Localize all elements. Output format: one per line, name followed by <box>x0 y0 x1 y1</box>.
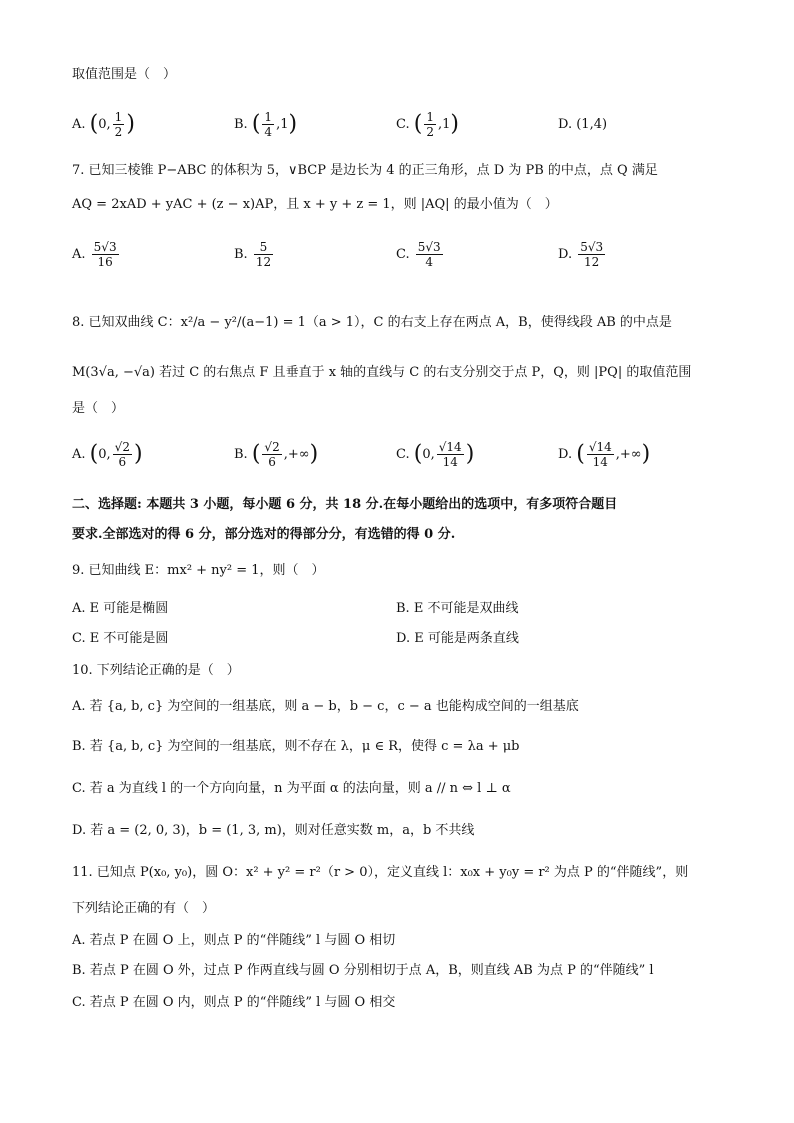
option-label: C. <box>396 247 410 262</box>
q8-option-d: D. ( $\frac{√14}{14}$ ,+∞) <box>558 440 651 469</box>
numerator: √2 <box>264 440 280 454</box>
interval-left: 0, <box>98 447 111 462</box>
q11-stem-line2: 下列结论正确的有（ ） <box>72 901 216 916</box>
q11-option-c: C. 若点 P 在圆 O 内，则点 P 的“伴随线” l 与圆 O 相交 <box>72 995 396 1010</box>
option-label: C. <box>396 447 410 462</box>
fraction <box>587 440 614 469</box>
denominator: 6 <box>118 455 127 469</box>
numerator: 5√3 <box>93 240 117 254</box>
q6-option-b: B. ( $\frac{1}{4}$ ,1) <box>234 110 298 139</box>
fraction <box>262 440 281 469</box>
numerator: 1 <box>264 110 273 124</box>
fraction <box>113 110 125 139</box>
q7-stem-line2: AQ = 2xAD + yAC + (z − x)AP，且 x + y + z = 1，则 |AQ| 的最小值为（ ） <box>72 197 558 212</box>
option-label: A. <box>72 247 86 262</box>
numerator: 5√3 <box>417 240 441 254</box>
numerator: 5 <box>254 240 273 255</box>
interval-left: 0, <box>422 447 435 462</box>
q6-stem-tail: 取值范围是（ ） <box>72 67 177 82</box>
q8-option-a: A. (0, $\frac{√2}{6}$ ) <box>72 440 143 469</box>
option-label: B. <box>234 117 248 132</box>
interval-right: ,1 <box>276 117 289 132</box>
denominator: 4 <box>425 255 434 269</box>
q10-option-c: C. 若 a 为直线 l 的一个方向向量，n 为平面 α 的法向量，则 a // n ⇔ l ⊥ α <box>72 781 511 796</box>
q10-stem: 10. 下列结论正确的是（ ） <box>72 663 240 678</box>
interval-left: 0, <box>98 117 111 132</box>
denominator: 12 <box>584 255 600 269</box>
option-label: B. <box>234 447 248 462</box>
interval-right: ,+∞ <box>615 447 642 462</box>
q7-stem-line1: 7. 已知三棱锥 P−ABC 的体积为 5，∨BCP 是边长为 4 的正三角形，点 D 为 PB 的中点，点 Q 满足 <box>72 163 658 178</box>
interval-right: ,+∞ <box>283 447 310 462</box>
fraction <box>92 240 119 269</box>
q10-option-b: B. 若 {a, b, c} 为空间的一组基底，则不存在 λ，μ ∈ R，使得 c = λa + μb <box>72 739 520 754</box>
denominator: 6 <box>268 455 276 469</box>
q8-option-c: C. (0, $\frac{√14}{14}$ ) <box>396 440 475 469</box>
q8-option-b: B. ( $\frac{√2}{6}$ ,+∞) <box>234 440 319 469</box>
fraction <box>254 240 273 269</box>
option-text: (1,4) <box>576 117 608 132</box>
q8-stem-line3: 是（ ） <box>72 401 125 416</box>
denominator: 2 <box>426 125 434 139</box>
option-label: D. <box>558 247 573 262</box>
denominator: 14 <box>442 455 458 469</box>
q6-option-d <box>558 116 607 134</box>
option-label: B. <box>234 247 248 262</box>
q11-option-b: B. 若点 P 在圆 O 外，过点 P 作两直线与圆 O 分别相切于点 A，B，则直线 AB 为点 P 的“伴随线” l <box>72 963 654 978</box>
denominator: 4 <box>264 125 273 139</box>
q9-option-b: B. E 不可能是双曲线 <box>396 601 519 616</box>
q6-option-c: C. ( $\frac{1}{2}$ ,1) <box>396 110 459 139</box>
denominator: 14 <box>592 455 608 469</box>
option-label: A. <box>72 447 86 462</box>
q11-stem-line1: 11. 已知点 P(x₀, y₀)，圆 O：x² + y² = r²（r > 0），定义直线 l：x₀x + y₀y = r² 为点 P 的“伴随线”，则 <box>72 865 689 880</box>
fraction <box>424 110 436 139</box>
q9-option-c: C. E 不可能是圆 <box>72 631 169 646</box>
q8-stem-line2: M(3√a, −√a) 若过 C 的右焦点 F 且垂直于 x 轴的直线与 C 的右支分别交于点 P，Q，则 |PQ| 的取值范围 <box>72 365 692 380</box>
interval-right: ,1 <box>438 117 451 132</box>
denominator: 12 <box>255 255 272 269</box>
fraction <box>416 240 443 269</box>
option-label: C. <box>396 117 410 132</box>
q9-option-d: D. E 可能是两条直线 <box>396 631 519 646</box>
q9-option-a: A. E 可能是椭圆 <box>72 601 169 616</box>
section-heading-line2: 要求.全部选对的得 6 分，部分选对的得部分分，有选错的得 0 分. <box>72 527 456 542</box>
numerator: √2 <box>114 440 130 454</box>
fraction <box>578 240 605 269</box>
q10-option-d: D. 若 a = (2, 0, 3)，b = (1, 3, m)，则对任意实数 m，a，b 不共线 <box>72 823 475 838</box>
numerator: 5√3 <box>580 240 604 254</box>
q7-option-a <box>72 240 121 269</box>
fraction <box>437 440 464 469</box>
numerator: 1 <box>114 110 123 124</box>
q7-option-b <box>234 240 275 269</box>
section-heading-line1: 二、选择题: 本题共 3 小题，每小题 6 分，共 18 分.在每小题给出的选项中，有多项符合题目 <box>72 497 618 512</box>
option-label: A. <box>72 117 86 132</box>
denominator: 2 <box>114 125 123 139</box>
fraction <box>113 440 132 469</box>
q7-option-d <box>558 240 607 269</box>
q6-option-a: A. (0, $\frac{1}{2}$ ) <box>72 110 135 139</box>
q11-option-a: A. 若点 P 在圆 O 上，则点 P 的“伴随线” l 与圆 O 相切 <box>72 933 396 948</box>
numerator: √14 <box>588 440 612 454</box>
q10-option-a: A. 若 {a, b, c} 为空间的一组基底，则 a − b，b − c，c − a 也能构成空间的一组基底 <box>72 699 579 714</box>
q7-option-c <box>396 240 445 269</box>
numerator: √14 <box>438 440 462 454</box>
option-label: D. <box>558 117 573 132</box>
numerator: 1 <box>426 110 434 124</box>
q8-stem-line1: 8. 已知双曲线 C：x²/a − y²/(a−1) = 1（a > 1），C 的右支上存在两点 A，B，使得线段 AB 的中点是 <box>72 315 672 330</box>
option-label: D. <box>558 447 573 462</box>
denominator: 16 <box>97 255 113 269</box>
fraction <box>262 110 274 139</box>
q9-stem: 9. 已知曲线 E：mx² + ny² = 1，则（ ） <box>72 563 325 578</box>
